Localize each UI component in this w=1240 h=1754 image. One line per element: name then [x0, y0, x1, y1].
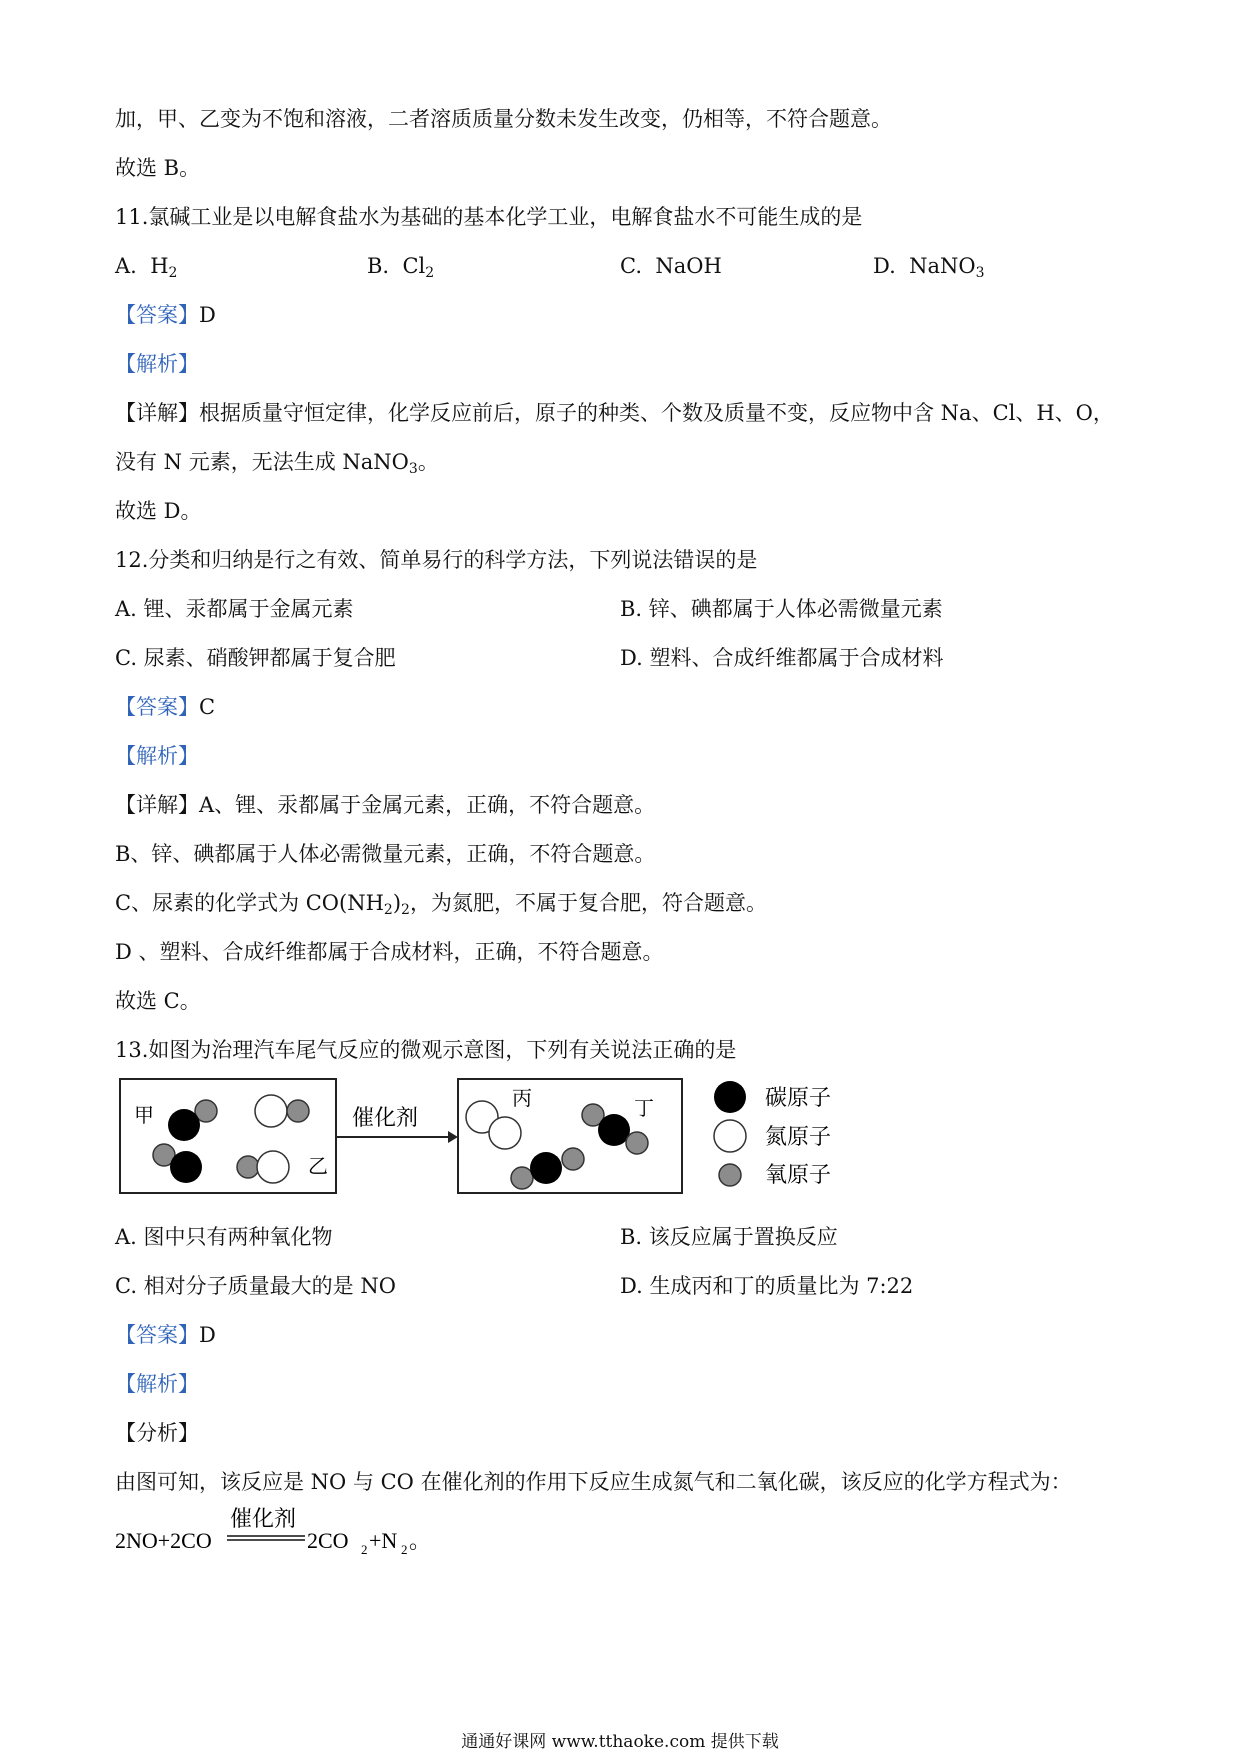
- q12-detail-c: C、尿素的化学式为 $CO(NH_2)_2$，为氮肥，不属于复合肥，符合题意。: [115, 891, 767, 918]
- q11-option-b: B. $Cl_2$: [367, 254, 435, 281]
- q13-option-b: B. 该反应属于置换反应: [620, 1225, 838, 1249]
- catalyst-label: 催化剂: [352, 1106, 419, 1131]
- q11-conclusion: 故选 D。: [115, 499, 202, 523]
- question-11-stem: 11.氯碱工业是以电解食盐水为基础的基本化学工业，电解食盐水不可能生成的是: [115, 205, 863, 229]
- q11-option-d: D. NaNO$_3$: [873, 254, 985, 281]
- equation-right-b: +N: [369, 1528, 398, 1553]
- carbon-atom: [170, 1151, 202, 1183]
- q11-detail-cont: 没有 N 元素，无法生成 NaNO$_3$。: [115, 450, 439, 477]
- legend-nitrogen-swatch: [714, 1120, 746, 1152]
- arrow-head: [448, 1131, 458, 1143]
- question-13-stem: 13.如图为治理汽车尾气反应的微观示意图，下列有关说法正确的是: [115, 1038, 737, 1062]
- q13-analysis-tag: 【解析】: [115, 1372, 199, 1396]
- q13-option-a: A. 图中只有两种氧化物: [115, 1225, 333, 1249]
- q12-option-a: A. 锂、汞都属于金属元素: [115, 597, 354, 621]
- oxygen-atom: [626, 1132, 648, 1154]
- q13-answer: 【答案】D: [115, 1323, 216, 1347]
- paragraph-line: 加，甲、乙变为不饱和溶液，二者溶质质量分数未发生改变，仍相等，不符合题意。: [115, 107, 892, 131]
- oxygen-atom: [562, 1148, 584, 1170]
- q12-answer: 【答案】C: [115, 695, 216, 719]
- legend-oxygen-label: 氧原子: [765, 1163, 832, 1188]
- reaction-diagram: [0, 1075, 1240, 1215]
- nitrogen-atom: [257, 1151, 289, 1183]
- q13-option-c: C. 相对分子质量最大的是 NO: [115, 1274, 396, 1298]
- equation-right-a: 2CO: [307, 1528, 349, 1553]
- q13-fenxi-tag: 【分析】: [115, 1421, 199, 1445]
- label-bing: 丙: [512, 1086, 532, 1110]
- q13-fenxi-text: 由图可知，该反应是 NO 与 CO 在催化剂的作用下反应生成氮气和二氧化碳，该反应的化学方程式为：: [115, 1470, 1072, 1494]
- q11-detail: 【详解】根据质量守恒定律，化学反应前后，原子的种类、个数及质量不变，反应物中含 Na、Cl、H、O，: [115, 401, 1114, 425]
- carbon-atom: [530, 1152, 562, 1184]
- q12-option-d: D. 塑料、合成纤维都属于合成材料: [620, 646, 944, 670]
- q12-option-b: B. 锌、碘都属于人体必需微量元素: [620, 597, 943, 621]
- q12-analysis-tag: 【解析】: [115, 744, 199, 768]
- q11-analysis-tag: 【解析】: [115, 352, 199, 376]
- legend-nitrogen-label: 氮原子: [765, 1125, 832, 1150]
- oxygen-atom: [287, 1100, 309, 1122]
- footer-watermark: 通通好课网 www.tthaoke.com 提供下载: [461, 1732, 779, 1752]
- label-ding: 丁: [634, 1096, 654, 1120]
- nitrogen-atom: [255, 1095, 287, 1127]
- q11-option-c: C. NaOH: [620, 254, 722, 278]
- q13-option-d: D. 生成丙和丁的质量比为 7:22: [620, 1274, 914, 1298]
- equation-end: 。: [409, 1529, 432, 1554]
- reactants-box: [120, 1079, 336, 1193]
- nitrogen-atom: [489, 1117, 521, 1149]
- q11-option-a: A. $H_2$: [115, 254, 178, 281]
- legend-oxygen-swatch: [719, 1164, 741, 1186]
- q12-detail-b: B、锌、碘都属于人体必需微量元素，正确，不符合题意。: [115, 842, 656, 866]
- oxygen-atom: [237, 1156, 259, 1178]
- question-12-stem: 12.分类和归纳是行之有效、简单易行的科学方法，下列说法错误的是: [115, 548, 758, 572]
- carbon-atom: [168, 1109, 200, 1141]
- label-jia: 甲: [134, 1103, 154, 1127]
- equation-condition: 催化剂: [230, 1507, 297, 1532]
- q12-detail-d: D 、塑料、合成纤维都属于合成材料，正确，不符合题意。: [115, 940, 664, 964]
- label-yi: 乙: [308, 1154, 328, 1178]
- carbon-atom: [598, 1114, 630, 1146]
- equation-left: 2NO+2CO: [115, 1528, 212, 1553]
- q11-answer: 【答案】D: [115, 303, 216, 327]
- q12-option-c: C. 尿素、硝酸钾都属于复合肥: [115, 646, 396, 670]
- equation-sub: 2: [361, 1542, 368, 1557]
- oxygen-atom: [511, 1167, 533, 1189]
- chemical-equation: [115, 1500, 615, 1570]
- legend-carbon-label: 碳原子: [765, 1086, 832, 1111]
- q12-detail-a: 【详解】A、锂、汞都属于金属元素，正确，不符合题意。: [115, 793, 656, 817]
- q12-conclusion: 故选 C。: [115, 989, 201, 1013]
- legend-carbon-swatch: [714, 1081, 746, 1113]
- paragraph-line: 故选 B。: [115, 156, 201, 180]
- equation-sub: 2: [401, 1542, 408, 1557]
